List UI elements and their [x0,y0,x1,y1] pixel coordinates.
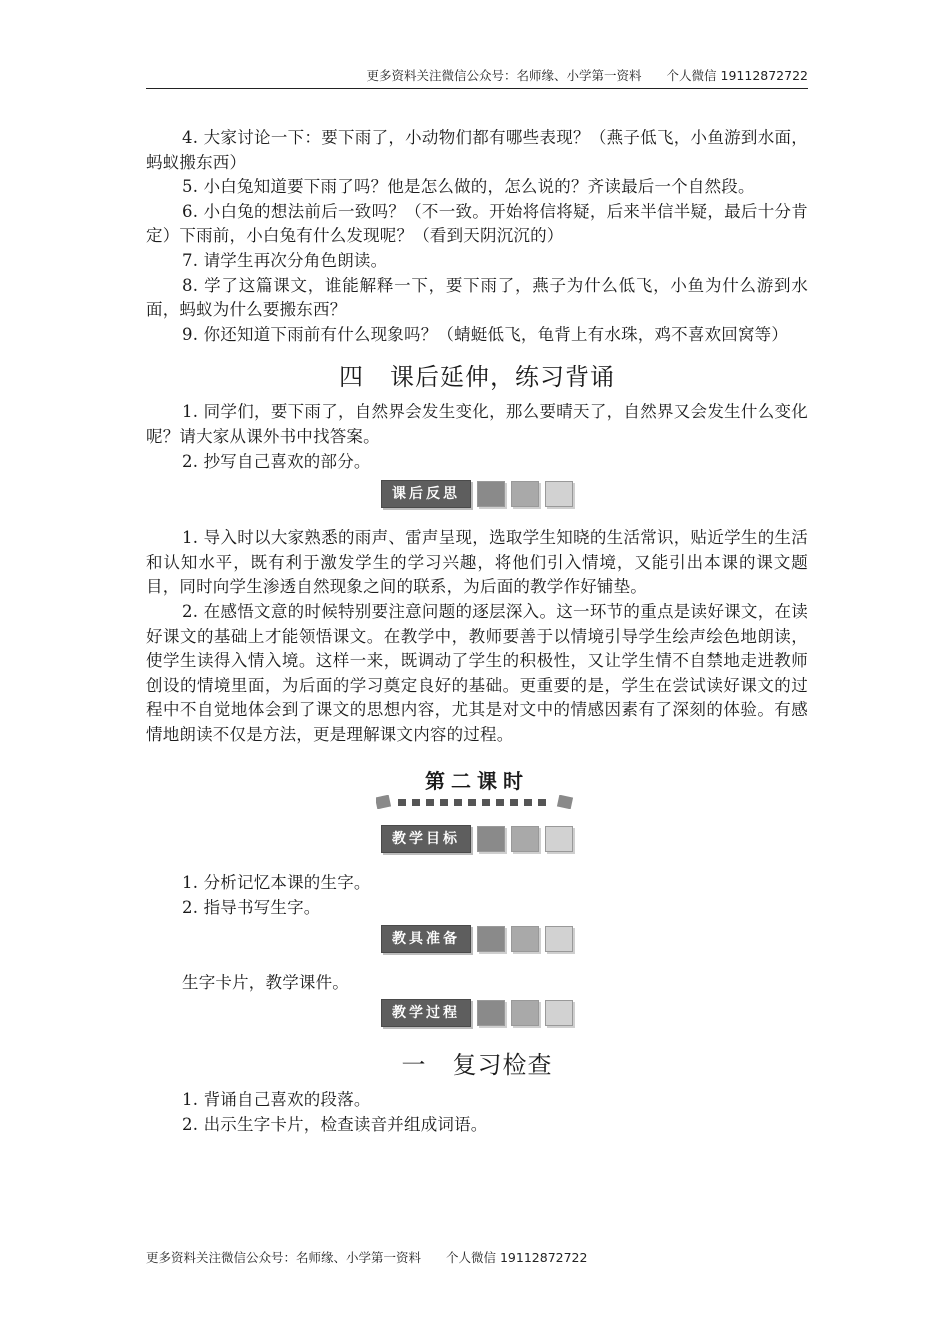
list-item: 2. 出示生字卡片，检查读音并组成词语。 [182,1114,488,1134]
list-item: 1. 同学们，要下雨了，自然界会发生变化，那么要晴天了，自然界又会发生什么变化呢？请大家从课外书中找答案。 [146,402,808,446]
decor-square [477,926,505,952]
decor-square [545,1000,573,1026]
list-item: 2. 在感悟文意的时候特别要注意问题的逐层深入。这一环节的重点是读好课文，在读好课文的基础上才能领悟课文。在教学中，教师要善于以情境引导学生绘声绘色地朗读，使学生读得入情入境。这样一来，既调动了学生的积极性，又让学生情不自禁地走进教师创设的情境里面，为后面的学习奠定良好的基础。更重要的是，学生在尝试读好课文的过程中不自觉地体会到了课文的思想内容，尤其是对文中的情感因素有了深刻的体验。有感情地朗读不仅是方法，更是理解课文内容的过程。 [146,601,808,744]
prep-text: 生字卡片，教学课件。 [182,972,349,992]
decor-square [511,926,539,952]
decor-square [511,481,539,507]
list-item: 5. 小白兔知道要下雨了吗？他是怎么做的，怎么说的？齐读最后一个自然段。 [182,177,755,197]
section-heading-four [146,357,808,392]
section-heading-one [146,1045,808,1080]
decor-square [477,481,505,507]
section-title: 复习检查 [452,1051,553,1080]
list-item: 1. 导入时以大家熟悉的雨声、雷声呈现，选取学生知晓的生活常识，贴近学生的生活和认知水平，既有利于激发学生的学习兴趣，将他们引入情境，又能引出本课的课文题目，同时向学生渗透自然现象之间的联系，为后面的教学作好铺垫。 [146,528,808,597]
prep-tag: 教具准备 [381,925,471,953]
lesson-title-block [146,765,808,819]
lesson-title-decoration [376,795,576,809]
decor-square [545,481,573,507]
decor-square [511,826,539,852]
list-item: 2. 指导书写生字。 [182,898,321,918]
page-footer: 更多资料关注微信公众号：名师缘、小学第一资料 个人微信 19112872722 [146,1250,588,1265]
section-title: 课后延伸，练习背诵 [390,363,615,392]
process-tag-row [146,999,808,1027]
list-item: 9. 你还知道下雨前有什么现象吗？（蜻蜓低飞，龟背上有水珠，鸡不喜欢回窝等） [182,324,789,344]
section-number: 一 [401,1051,427,1080]
list-item: 7. 请学生再次分角色朗读。 [182,250,388,270]
decor-square [477,1000,505,1026]
decor-square [511,1000,539,1026]
list-item: 1. 分析记忆本课的生字。 [182,873,371,893]
lesson-title: 第二课时 [425,769,529,794]
reflection-tag: 课后反思 [381,480,471,508]
process-tag: 教学过程 [381,999,471,1027]
list-item: 4. 大家讨论一下：要下雨了，小动物们都有哪些表现？（燕子低飞，小鱼游到水面，蚂蚁搬东西） [146,128,808,172]
page-header [146,66,808,89]
section-number: 四 [339,363,364,392]
goals-tag: 教学目标 [381,825,471,853]
prep-tag-row [146,925,808,953]
decor-square [545,826,573,852]
list-item: 1. 背诵自己喜欢的段落。 [182,1090,371,1110]
reflection-tag-row [146,480,808,508]
decor-square [477,826,505,852]
list-item: 8. 学了这篇课文，谁能解释一下，要下雨了，燕子为什么低飞，小鱼为什么游到水面，蚂蚁为什么要搬东西？ [146,275,808,320]
list-item: 6. 小白兔的想法前后一致吗？（不一致。开始将信将疑，后来半信半疑，最后十分肯定）下雨前，小白兔有什么发现呢？（看到天阴沉沉的） [146,201,808,246]
header-text: 更多资料关注微信公众号：名师缘、小学第一资料 个人微信 19112872722 [366,68,808,83]
decor-square [545,926,573,952]
list-item: 2. 抄写自己喜欢的部分。 [182,451,371,471]
goals-tag-row [146,825,808,853]
page-content [146,126,808,1137]
